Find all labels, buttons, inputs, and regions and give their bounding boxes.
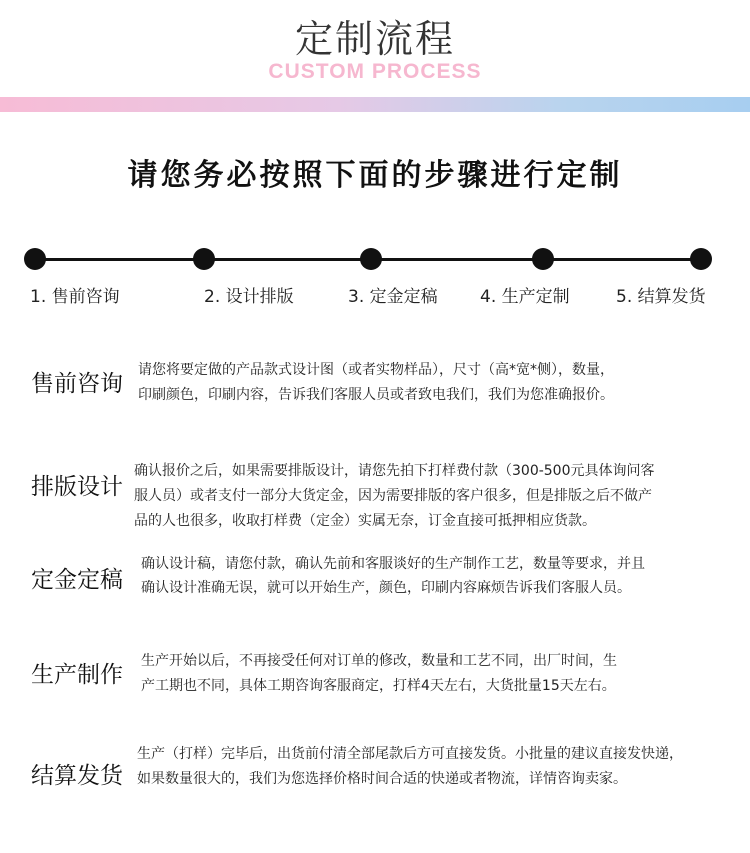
instruction-banner: 请您务必按照下面的步骤进行定制 bbox=[127, 158, 623, 193]
timeline-dot-4 bbox=[532, 248, 554, 270]
page-subtitle: CUSTOM PROCESS bbox=[268, 60, 482, 83]
section-title: 生产制作 bbox=[31, 662, 123, 688]
step-label-2: 2. 设计排版 bbox=[204, 287, 294, 307]
section-text-line: 印刷颜色，印刷内容，告诉我们客服人员或者致电我们，我们为您准确报价。 bbox=[138, 387, 614, 403]
timeline-dot-5 bbox=[690, 248, 712, 270]
page-title: 定制流程 bbox=[294, 17, 455, 61]
section-text-line: 品的人也很多，收取打样费（定金）实属无奈，订金直接可抵押相应货款。 bbox=[134, 513, 596, 529]
step-label-4: 4. 生产定制 bbox=[480, 287, 570, 307]
step-label-3: 3. 定金定稿 bbox=[348, 287, 438, 307]
section-title: 结算发货 bbox=[31, 763, 123, 789]
section-title: 售前咨询 bbox=[31, 371, 123, 397]
step-label-5: 5. 结算发货 bbox=[616, 287, 706, 307]
step-label-1: 1. 售前咨询 bbox=[30, 287, 120, 307]
section-text-line: 生产（打样）完毕后，出货前付清全部尾款后方可直接发货。小批量的建议直接发快递， bbox=[137, 746, 683, 762]
section-text-line: 确认设计准确无误，就可以开始生产，颜色，印刷内容麻烦告诉我们客服人员。 bbox=[141, 580, 631, 596]
section-title: 排版设计 bbox=[31, 474, 123, 500]
gradient-divider bbox=[0, 97, 750, 112]
section-text-line: 确认设计稿，请您付款，确认先前和客服谈好的生产制作工艺，数量等要求，并且 bbox=[141, 556, 645, 572]
section-text-line: 如果数量很大的，我们为您选择价格时间合适的快递或者物流，详情咨询卖家。 bbox=[137, 771, 627, 787]
section-title: 定金定稿 bbox=[31, 567, 123, 593]
timeline-dot-2 bbox=[193, 248, 215, 270]
timeline-dot-3 bbox=[360, 248, 382, 270]
timeline-dot-1 bbox=[24, 248, 46, 270]
section-text-line: 产工期也不同，具体工期咨询客服商定，打样4天左右，大货批量15天左右。 bbox=[141, 678, 616, 694]
section-text-line: 确认报价之后，如果需要排版设计，请您先拍下打样费付款（300-500元具体询问客 bbox=[134, 463, 655, 479]
section-text-line: 生产开始以后，不再接受任何对订单的修改，数量和工艺不同，出厂时间，生 bbox=[141, 653, 617, 669]
section-text-line: 请您将要定做的产品款式设计图（或者实物样品），尺寸（高*宽*侧），数量， bbox=[138, 362, 614, 378]
section-text-line: 服人员）或者支付一部分大货定金，因为需要排版的客户很多，但是排版之后不做产 bbox=[134, 488, 652, 504]
